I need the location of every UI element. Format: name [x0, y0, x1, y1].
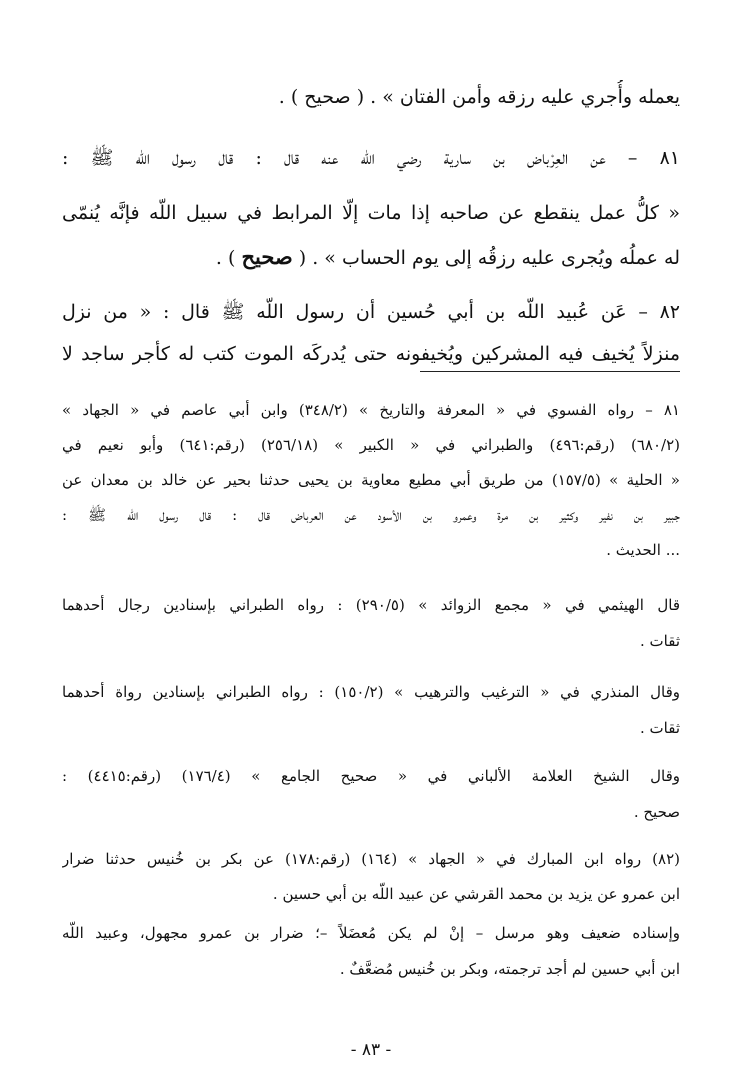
footnote-haythami: قال الهيثمي في « مجمع الزوائد » (٢٩٠/٥) : رواه الطبراني بإسنادين رجال أحدهما — [62, 596, 680, 614]
footnote-82-line-1: (٨٢) رواه ابن المبارك في « الجهاد » (١٦٤) (رقم:١٧٨) عن بكر بن خُنيس حدثنا ضرار — [62, 850, 680, 868]
grade-sahih: صحيح — [241, 244, 293, 269]
footnote-82-line-4: ابن أبي حسين لم أجد ترجمته، وبكر بن خُنيس مُضعَّفٌ . — [339, 960, 680, 978]
hadith-82-heading: ٨٢ – عَن عُبيد اللّه بن أبي حُسين أن رسول اللّه ﷺ قال : « من نزل — [62, 301, 680, 323]
page-number: - ٨٣ - — [350, 1040, 392, 1060]
hadith-81-text: « كلُّ عمل ينقطع عن صاحبه إذا مات إلّا المرابط في سبيل اللّه فإنَّه يُنمّى — [62, 202, 680, 224]
footnote-81-line-2: (٦٨٠/٢) (رقم:٤٩٦) والطبراني في « الكبير » (٢٥٦/١٨) (رقم:٦٤١) وأبو نعيم في — [62, 436, 680, 454]
text-line-1: يعمله وأُجري عليه رزقه وأمن الفتان » . ( صحيح ) . — [278, 86, 680, 108]
hadith-81-text-end — [62, 240, 680, 274]
footnote-divider — [420, 371, 680, 372]
hadith-81-text-part: له عملُه ويُجرى عليه رزقُه إلى يوم الحساب » . ( — [298, 247, 680, 269]
footnote-haythami-end: ثقات . — [640, 632, 680, 650]
footnote-mundhiri-end: ثقات . — [640, 719, 680, 737]
footnote-81-line-5: ... الحديث . — [606, 541, 680, 559]
footnote-81-line-1: ٨١ – رواه الفسوي في « المعرفة والتاريخ » (٣٤٨/٢) وابن أبي عاصم في « الجهاد » — [62, 401, 680, 419]
footnote-81-line-4: جبير بن نفير وكثير بن مرة وعمرو بن الأسود عن العرباض قال : قال رسول اللّه ﷺ : — [62, 506, 680, 524]
hadith-81-heading: ٨١ – عن العِرْباض بن سارية رضي اللّه عنه قال : قال رسول اللّه ﷺ : — [62, 147, 680, 169]
footnote-82-line-3: وإسناده ضعيف وهو مرسل – إنْ لم يكن مُعضَلاً –؛ ضرار بن عمرو مجهول، وعبيد اللّه — [62, 924, 680, 942]
hadith-82-text: منزلاً يُخيف فيه المشركين ويُخيفونه حتى يُدركَه الموت كتب له كأجر ساجد لا — [62, 343, 680, 365]
footnote-mundhiri: وقال المنذري في « الترغيب والترهيب » (١٥٠/٢) : رواه الطبراني بإسنادين رواة أحدهما — [62, 683, 680, 701]
footnote-albani: وقال الشيخ العلامة الألباني في « صحيح الجامع » (١٧٦/٤) (رقم:٤٤١٥) : — [62, 767, 680, 785]
footnote-81-line-3: « الحلية » (١٥٧/٥) من طريق أبي مطيع معاوية بن يحيى حدثنا بحير عن خالد بن معدان عن — [62, 471, 680, 489]
hadith-81-close: ) . — [215, 247, 236, 269]
footnote-82-line-2: ابن عمرو عن يزيد بن محمد القرشي عن عبيد اللّه بن أبي حسين . — [272, 885, 680, 903]
footnote-albani-end: صحيح . — [633, 803, 680, 821]
